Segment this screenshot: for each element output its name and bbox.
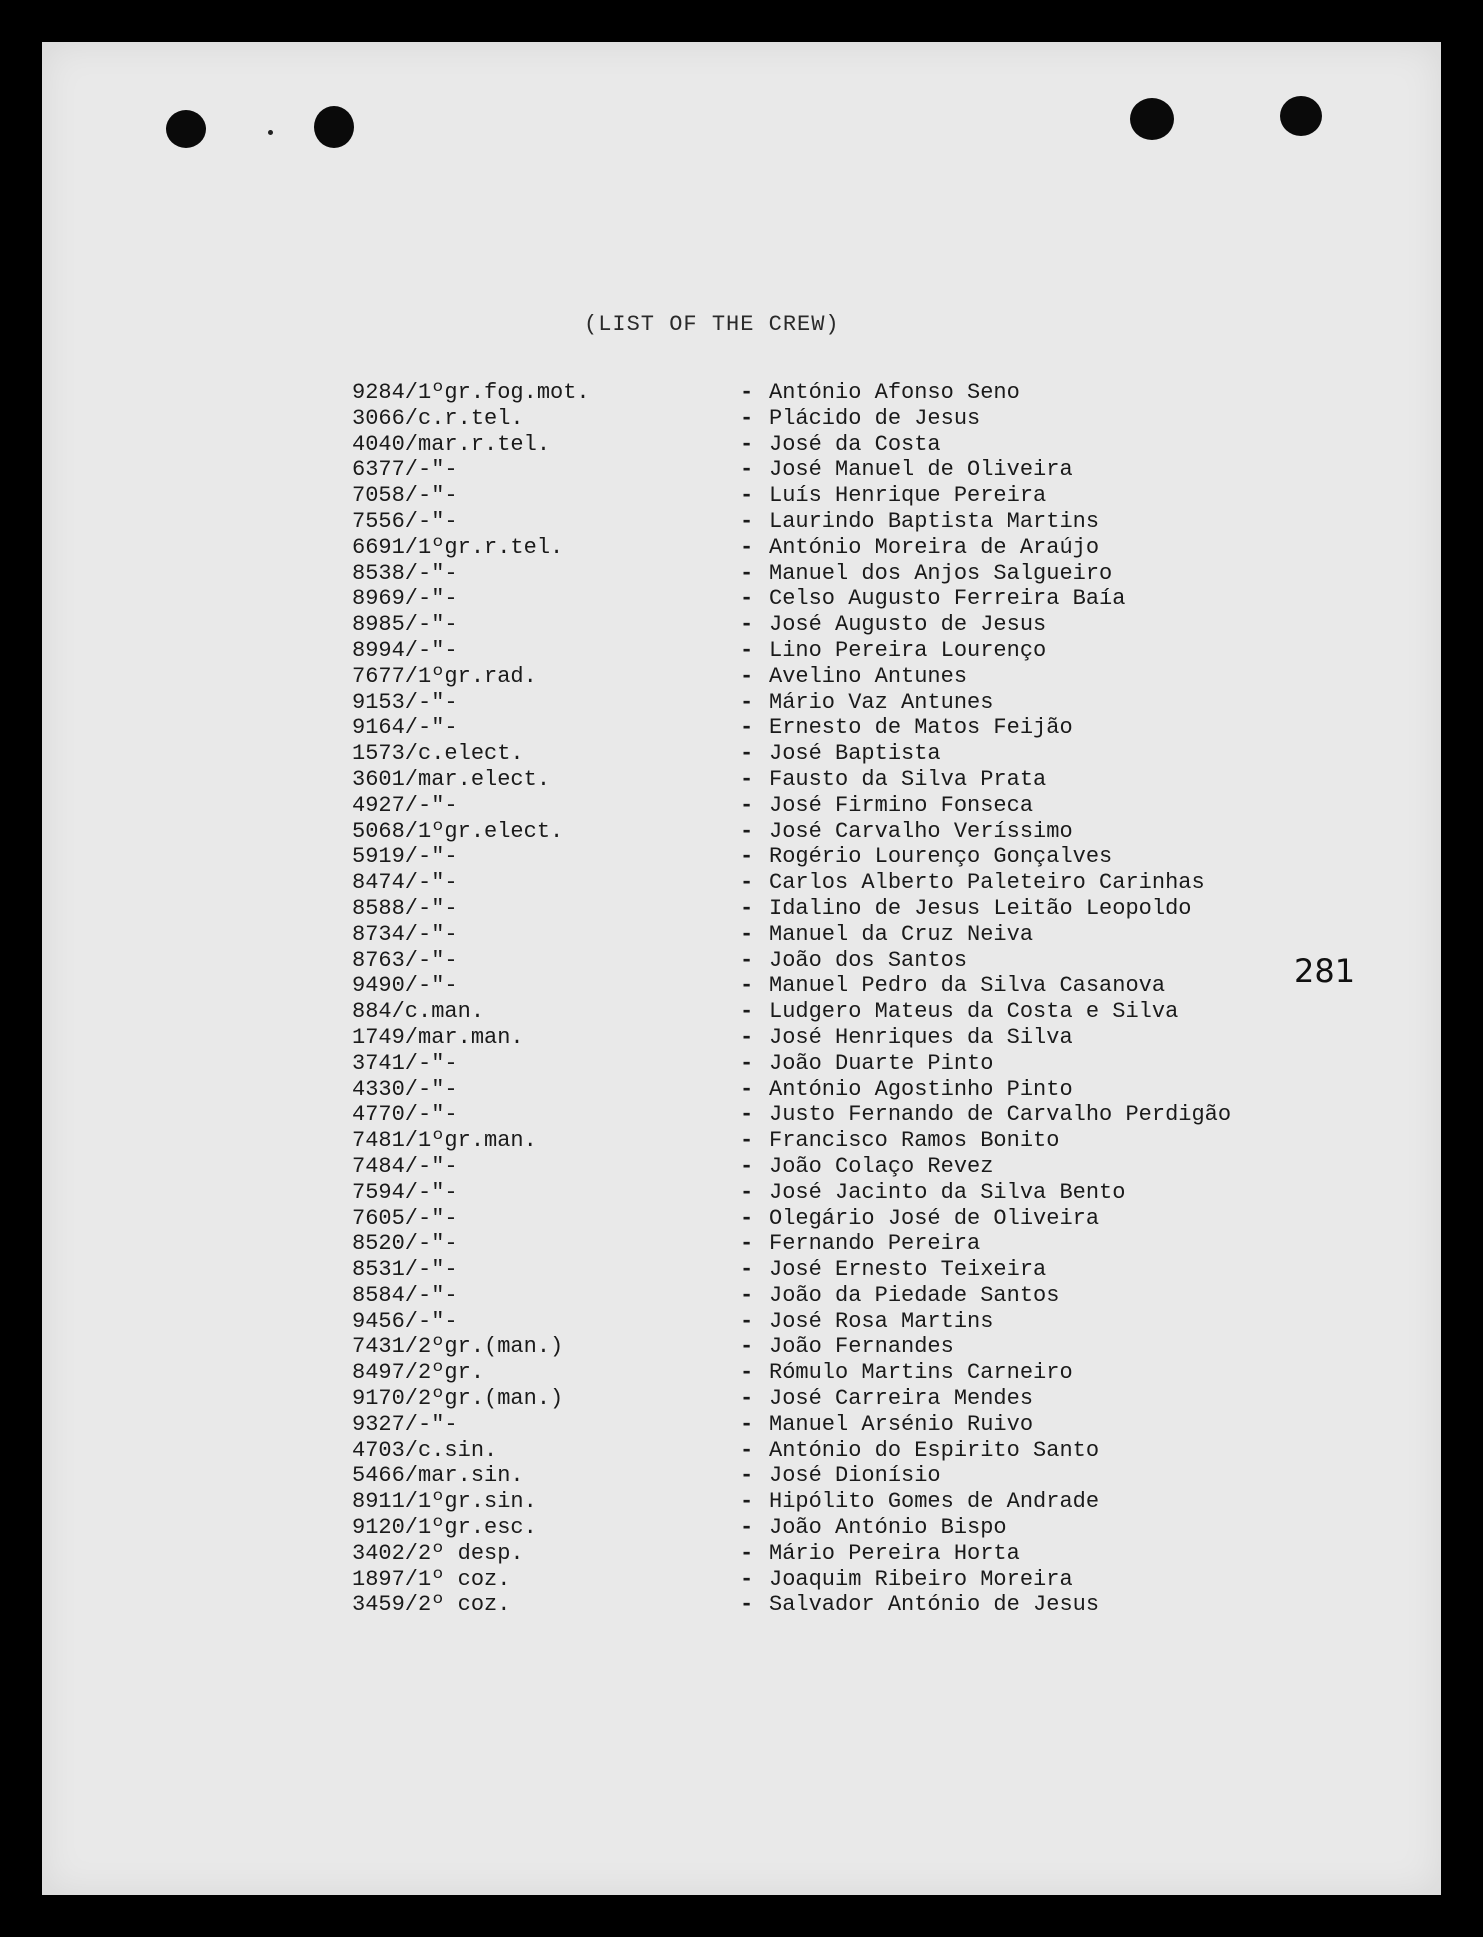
crew-code: 8588/-"-	[352, 895, 458, 921]
crew-name: António Agostinho Pinto	[769, 1076, 1073, 1102]
crew-code: 1573/c.elect.	[352, 741, 524, 767]
crew-code: 9284/1ºgr.fog.mot.	[352, 380, 590, 405]
separator-dash: -	[740, 586, 754, 612]
separator-dash: -	[740, 1334, 754, 1360]
crew-code: 8985/-"-	[352, 612, 458, 638]
crew-name: Hipólito Gomes de Andrade	[769, 1489, 1100, 1515]
crew-name: Justo Fernando de Carvalho Perdigão	[769, 1102, 1232, 1128]
crew-code: 9153/-"-	[352, 689, 458, 715]
crew-code: 7431/2ºgr.(man.)	[352, 1334, 564, 1360]
separator-dash: -	[740, 1257, 754, 1283]
crew-code: 8584/-"-	[352, 1282, 458, 1308]
crew-code: 7058/-"-	[352, 483, 458, 509]
crew-name: João da Piedade Santos	[769, 1282, 1060, 1308]
crew-code: 7484/-"-	[352, 1153, 458, 1179]
separator-dash: -	[740, 1592, 754, 1618]
separator-dash: -	[740, 663, 754, 689]
crew-name: Manuel Pedro da Silva Casanova	[769, 973, 1166, 999]
crew-name: Lino Pereira Lourenço	[769, 637, 1047, 663]
crew-code: 8911/1ºgr.sin.	[352, 1489, 537, 1515]
crew-name: João António Bispo	[769, 1515, 1007, 1541]
punch-hole-3	[1130, 98, 1174, 140]
crew-code: 6377/-"-	[352, 457, 458, 483]
crew-code: 7605/-"-	[352, 1205, 458, 1231]
separator-dash: -	[740, 1282, 754, 1308]
separator-dash: -	[740, 715, 754, 741]
separator-dash: -	[740, 612, 754, 638]
crew-name: José Augusto de Jesus	[769, 612, 1047, 638]
separator-dash: -	[740, 1231, 754, 1257]
ink-dot	[268, 130, 273, 135]
separator-dash: -	[740, 483, 754, 509]
separator-dash: -	[740, 1540, 754, 1566]
crew-name: João Duarte Pinto	[769, 1050, 994, 1076]
crew-code: 1897/1º coz.	[352, 1566, 511, 1592]
separator-dash: -	[740, 818, 754, 844]
separator-dash: -	[740, 1566, 754, 1592]
crew-code: 884/c.man.	[352, 999, 485, 1025]
crew-name: José Ernesto Teixeira	[769, 1257, 1047, 1283]
crew-name: Fausto da Silva Prata	[769, 766, 1047, 792]
crew-name: Celso Augusto Ferreira Baía	[769, 586, 1126, 612]
crew-name: José Jacinto da Silva Bento	[769, 1179, 1126, 1205]
crew-name: Joaquim Ribeiro Moreira	[769, 1566, 1073, 1592]
crew-name: José Henriques da Silva	[769, 1024, 1073, 1050]
separator-dash: -	[740, 1515, 754, 1541]
separator-dash: -	[740, 973, 754, 999]
crew-code: 8538/-"-	[352, 560, 458, 586]
separator-dash: -	[740, 1076, 754, 1102]
crew-code: 8520/-"-	[352, 1231, 458, 1257]
crew-name: Olegário José de Oliveira	[769, 1205, 1100, 1231]
separator-dash: -	[740, 534, 754, 560]
separator-dash: -	[740, 1463, 754, 1489]
crew-name: Rogério Lourenço Gonçalves	[769, 844, 1113, 870]
crew-name: José Carvalho Veríssimo	[769, 818, 1073, 844]
separator-dash: -	[740, 1205, 754, 1231]
crew-name: Mário Pereira Horta	[769, 1540, 1020, 1566]
separator-dash: -	[740, 1489, 754, 1515]
document-page	[42, 42, 1441, 1895]
crew-code: 4330/-"-	[352, 1076, 458, 1102]
crew-code: 7677/1ºgr.rad.	[352, 663, 537, 689]
crew-code: 3459/2º coz.	[352, 1592, 511, 1618]
separator-dash: -	[740, 792, 754, 818]
crew-name: José Manuel de Oliveira	[769, 457, 1073, 483]
crew-code: 6691/1ºgr.r.tel.	[352, 534, 564, 560]
separator-dash: -	[740, 1308, 754, 1334]
crew-name: Idalino de Jesus Leitão Leopoldo	[769, 895, 1192, 921]
separator-dash: -	[740, 508, 754, 534]
separator-dash: -	[740, 457, 754, 483]
crew-code: 4040/mar.r.tel.	[352, 431, 551, 457]
separator-dash: -	[740, 560, 754, 586]
crew-code: 8969/-"-	[352, 586, 458, 612]
crew-name: José Rosa Martins	[769, 1308, 994, 1334]
separator-dash: -	[740, 689, 754, 715]
separator-dash: -	[740, 1386, 754, 1412]
crew-code: 8531/-"-	[352, 1257, 458, 1283]
crew-name: Laurindo Baptista Martins	[769, 508, 1100, 534]
crew-code: 4770/-"-	[352, 1102, 458, 1128]
crew-code: 9490/-"-	[352, 973, 458, 999]
crew-name: José Dionísio	[769, 1463, 941, 1489]
crew-code: 4927/-"-	[352, 792, 458, 818]
crew-name: Manuel Arsénio Ruivo	[769, 1411, 1034, 1437]
crew-name: António Moreira de Araújo	[769, 534, 1100, 560]
crew-name: José Baptista	[769, 741, 941, 767]
crew-code: 5068/1ºgr.elect.	[352, 818, 564, 844]
punch-hole-4	[1280, 96, 1322, 136]
punch-hole-2	[314, 106, 354, 148]
crew-name: Ernesto de Matos Feijão	[769, 715, 1073, 741]
separator-dash: -	[740, 1360, 754, 1386]
crew-name: Ludgero Mateus da Costa e Silva	[769, 999, 1179, 1025]
separator-dash: -	[740, 1102, 754, 1128]
crew-code: 8994/-"-	[352, 637, 458, 663]
separator-dash: -	[740, 431, 754, 457]
crew-name: Manuel da Cruz Neiva	[769, 921, 1034, 947]
crew-code: 8763/-"-	[352, 947, 458, 973]
separator-dash: -	[740, 844, 754, 870]
separator-dash: -	[740, 947, 754, 973]
crew-code: 8474/-"-	[352, 870, 458, 896]
crew-name: Luís Henrique Pereira	[769, 483, 1047, 509]
crew-code: 3741/-"-	[352, 1050, 458, 1076]
crew-code: 1749/mar.man.	[352, 1024, 524, 1050]
separator-dash: -	[740, 741, 754, 767]
crew-code: 5919/-"-	[352, 844, 458, 870]
crew-code: 8497/2ºgr.	[352, 1360, 485, 1386]
crew-code: 3066/c.r.tel.	[352, 405, 524, 431]
separator-dash: -	[740, 380, 754, 405]
crew-code: 9456/-"-	[352, 1308, 458, 1334]
crew-name: António do Espirito Santo	[769, 1437, 1100, 1463]
separator-dash: -	[740, 1411, 754, 1437]
crew-code: 7594/-"-	[352, 1179, 458, 1205]
crew-name: Plácido de Jesus	[769, 405, 981, 431]
crew-code: 3601/mar.elect.	[352, 766, 551, 792]
crew-name: Salvador António de Jesus	[769, 1592, 1100, 1618]
crew-code: 7481/1ºgr.man.	[352, 1128, 537, 1154]
crew-name: Mário Vaz Antunes	[769, 689, 994, 715]
crew-code: 3402/2º desp.	[352, 1540, 524, 1566]
crew-name: João Colaço Revez	[769, 1153, 994, 1179]
crew-name: Francisco Ramos Bonito	[769, 1128, 1060, 1154]
crew-code: 5466/mar.sin.	[352, 1463, 524, 1489]
crew-name: António Afonso Seno	[769, 380, 1020, 405]
crew-name: Carlos Alberto Paleteiro Carinhas	[769, 870, 1205, 896]
separator-dash: -	[740, 1128, 754, 1154]
crew-name: José da Costa	[769, 431, 941, 457]
separator-dash: -	[740, 766, 754, 792]
crew-code: 7556/-"-	[352, 508, 458, 534]
crew-code: 9327/-"-	[352, 1411, 458, 1437]
crew-name: Rómulo Martins Carneiro	[769, 1360, 1073, 1386]
punch-hole-1	[166, 110, 206, 148]
crew-name: José Firmino Fonseca	[769, 792, 1034, 818]
crew-code: 8734/-"-	[352, 921, 458, 947]
crew-name: Fernando Pereira	[769, 1231, 981, 1257]
crew-name: Avelino Antunes	[769, 663, 968, 689]
crew-name: Manuel dos Anjos Salgueiro	[769, 560, 1113, 586]
separator-dash: -	[740, 999, 754, 1025]
crew-code: 9164/-"-	[352, 715, 458, 741]
page-number: 281	[1294, 952, 1356, 990]
separator-dash: -	[740, 405, 754, 431]
crew-code: 4703/c.sin.	[352, 1437, 498, 1463]
crew-name: João dos Santos	[769, 947, 968, 973]
document-title: (LIST OF THE CREW)	[584, 312, 840, 337]
crew-name: João Fernandes	[769, 1334, 954, 1360]
separator-dash: -	[740, 1153, 754, 1179]
separator-dash: -	[740, 1179, 754, 1205]
separator-dash: -	[740, 1024, 754, 1050]
separator-dash: -	[740, 1437, 754, 1463]
separator-dash: -	[740, 1050, 754, 1076]
separator-dash: -	[740, 637, 754, 663]
separator-dash: -	[740, 895, 754, 921]
crew-code: 9120/1ºgr.esc.	[352, 1515, 537, 1541]
crew-name: José Carreira Mendes	[769, 1386, 1034, 1412]
separator-dash: -	[740, 921, 754, 947]
crew-code: 9170/2ºgr.(man.)	[352, 1386, 564, 1412]
separator-dash: -	[740, 870, 754, 896]
